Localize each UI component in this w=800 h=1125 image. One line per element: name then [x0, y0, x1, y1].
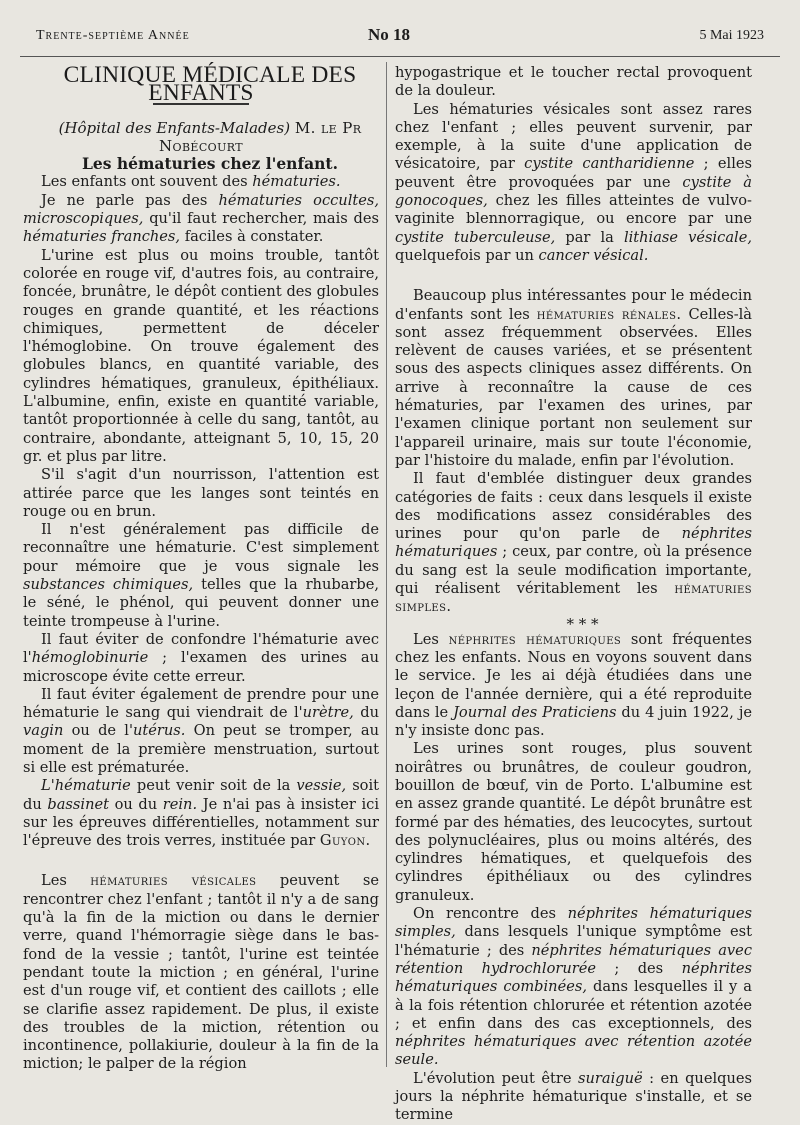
- left-column: [23, 62, 380, 1074]
- paragraph: On rencontre des néphrites hématuriques simples, dans lesquels l'unique symptôme est l'hématurie ; des néphrites hématuriques avec rétention hydrochlorurée ; des néphrites hématuriques combinées, dans lesquelles il y a à la fois rétention chlorurée et rétention azotée ; et enfin dans des cas exceptionnels, des néphrites hématuriques avec rétention azotée seule.: [395, 905, 752, 1069]
- paragraph: Les urines sont rouges, plus souvent noirâtres ou brunâtres, de couleur goudron, bouillon de bœuf, vin de Porto. L'albumine est en assez grande quantité. Le dépôt brunâtre est formé par des hématies, des leucocytes, surtout des polynucléaires, plus ou moins altérés, des cylindres hématiques, et quelquefois des cylindres épithéliaux ou des cylindres granuleux.: [395, 740, 753, 904]
- paragraph: Il n'est généralement pas difficile de reconnaître une hématurie. C'est simplement pour mémoire que je vous signale les substances chimiques, telles que la rhubarbe, le séné, le phénol, qui peuvent donner une teinte trompeuse à l'urine.: [23, 521, 379, 630]
- paragraph: Les enfants ont souvent des hématuries.: [41, 173, 341, 191]
- paragraph: Il faut d'emblée distinguer deux grandes catégories de faits : ceux dans lesquels il existe des modifications assez considérables des urines pour qu'on parle de néphrites hématuriques ; ceux, par contre, où la présence du sang est la seule modification importante, qui réalisent véritablement les hématuries simples.: [395, 470, 752, 616]
- column-divider: [386, 62, 387, 1067]
- right-column: [395, 64, 752, 1125]
- paragraph: Les hématuries vésicales peuvent se rencontrer chez l'enfant ; tantôt il n'y a de sang qu'à la fin de la miction ou dans le dernier verre, quand l'hémorragie siège dans le bas-fond de la vessie ; tantôt, l'urine est teintée pendant toute la miction ; en général, l'urine est d'un rouge vif, et contient des caillots ; elle se clarifie assez rapidement. De plus, il existe des troubles de la miction, rétention ou incontinence, pollakiurie, douleur à la fin de la miction; le palper de la région: [23, 872, 379, 1073]
- paragraph: Les hématuries vésicales sont assez rares chez l'enfant ; elles peuvent survenir, par exemple, à la suite d'une application de vésicatoire, par cystite cantharidienne ; elles peuvent être provoquées par une cystite à gonocoques, chez les filles atteintes de vulvo-vaginite blennorragique, ou encore par une cystite tuberculeuse, par la lithiase vésicale, quelquefois par un cancer vésical.: [395, 100, 753, 264]
- section-separator: * * *: [566, 614, 599, 633]
- paragraph: L'évolution peut être suraiguë : en quelques jours la néphrite hématurique s'installe, et se termine: [395, 1069, 752, 1124]
- author-name: M. le Pr Nobécourt: [159, 118, 362, 155]
- issue-number: No 18: [368, 25, 411, 44]
- paragraph: Il faut éviter de confondre l'hématurie avec l'hémoglobinurie ; l'examen des urines au microscope évite cette erreur.: [23, 630, 379, 685]
- issue-date: 5 Mai 1923: [699, 28, 764, 43]
- paragraph: Les néphrites hématuriques sont fréquentes chez les enfants. Nous en voyons souvent dans le service. Je les ai déjà étudiées dans une leçon de l'année dernière, qui a été reproduite dans le Journal des Praticiens du 4 juin 1922, je n'y insiste donc pas.: [395, 630, 753, 740]
- paragraph: Je ne parle pas des hématuries occultes, microscopiques, qu'il faut rechercher, mais des hématuries franches, faciles à constater.: [23, 191, 379, 246]
- paragraph: S'il s'agit d'un nourrisson, l'attention est attirée parce que les langes sont teintés en rouge ou en brun.: [23, 466, 379, 520]
- paragraph: hypogastrique et le toucher rectal provoquent de la douleur.: [395, 64, 752, 100]
- author-line: [23, 119, 379, 156]
- section-title: CLINIQUE MÉDICALE DES ENFANTS: [63, 62, 357, 107]
- paragraph: Beaucoup plus intéressantes pour le médecin d'enfants sont les hématuries rénales. Celles-là sont assez fréquemment observées. Elles relèvent de causes variées, et se présentent sous des aspects cliniques assez différents. On arrive à reconnaître la cause de ces hématuries, par l'examen des urines, par l'examen clinique portant non seulement sur l'appareil urinaire, mais sur toute l'économie, par l'histoire du malade, enfin par l'évolution.: [395, 287, 753, 469]
- volume-year: Trente-septième Année: [36, 28, 190, 43]
- paragraph: L'urine est plus ou moins trouble, tantôt colorée en rouge vif, d'autres fois, au contraire, foncée, brunâtre, le dépôt contient des globules rouges en grande quantité, et les réactions chimiques, permettent de déceler l'hémoglobine. On trouve également des globules blancs, en quantité variable, des cylindres hématiques, granuleux, épithéliaux. L'albumine, enfin, existe en quantité variable, tantôt proportionnée à celle du sang, tantôt, au contraire, abondante, atteignant 5, 10, 15, 20 gr. et plus par litre.: [23, 246, 379, 465]
- header-rule: [20, 56, 780, 57]
- running-head: [36, 25, 764, 52]
- paragraph: Il faut éviter également de prendre pour une hématurie le sang qui viendrait de l'urètre, du vagin ou de l'utérus. On peut se tromper, au moment de la première menstruation, surtout si elle est prématurée.: [23, 685, 380, 776]
- hospital-name: (Hôpital des Enfants-Malades): [58, 118, 291, 137]
- paragraph: L'hématurie peut venir soit de la vessie, soit du bassinet ou du rein. Je n'ai pas à insister ici sur les épreuves différentielles, notamment sur l'épreuve des trois verres, instituée par Guyon.: [23, 777, 380, 850]
- article-title: Les hématuries chez l'enfant.: [82, 154, 338, 174]
